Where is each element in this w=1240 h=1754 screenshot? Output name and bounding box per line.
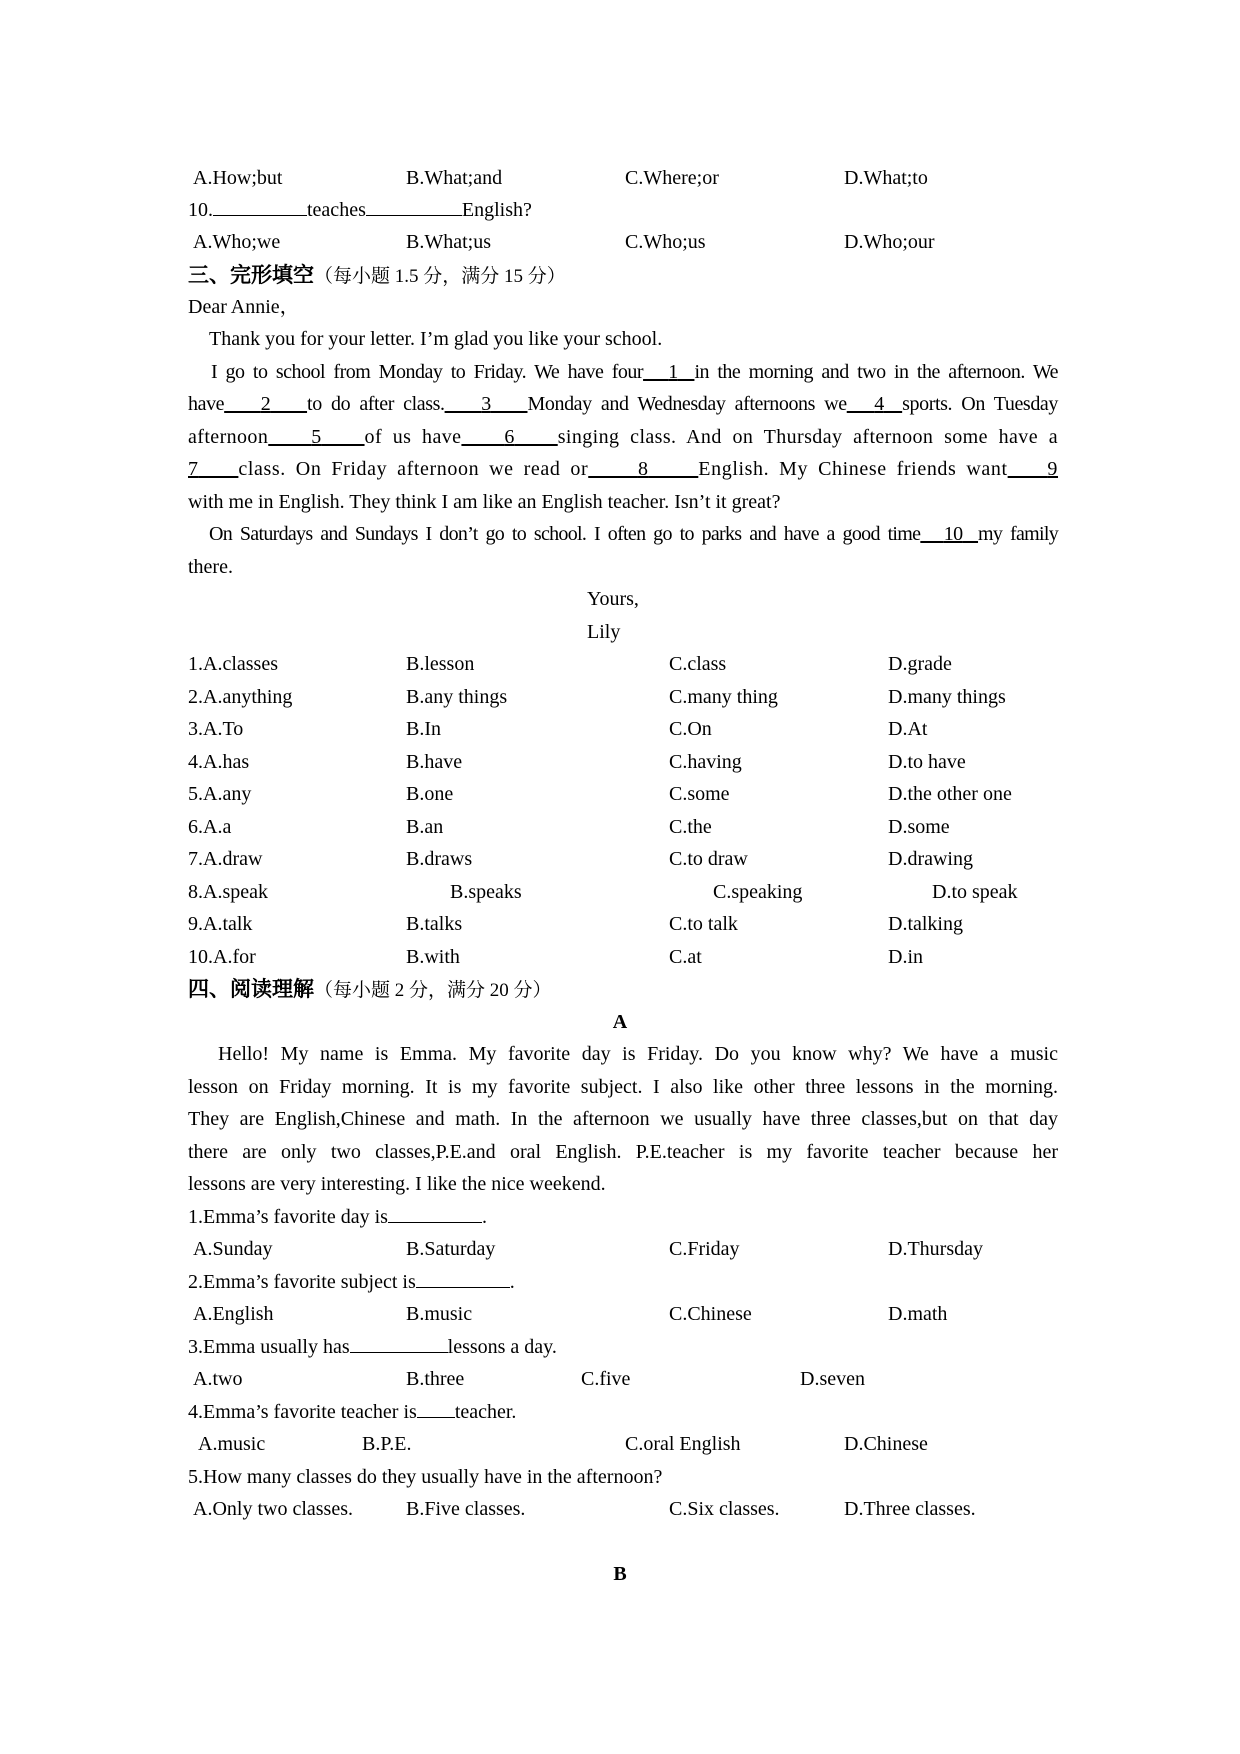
cloze-option-row — [188, 778, 1058, 810]
option: B.an — [406, 816, 444, 838]
reading-question-options — [188, 1493, 1058, 1525]
cloze-option-row — [188, 941, 1058, 973]
reading-question-stem — [188, 1396, 1058, 1428]
option: B.draws — [406, 848, 473, 870]
letter-line: there. — [188, 556, 233, 578]
option: C.speaking — [713, 881, 803, 903]
option: 5.A.any — [188, 783, 252, 805]
blank-number: 1 — [668, 361, 678, 383]
answer-blank — [350, 1332, 448, 1353]
section4-heading — [188, 973, 1058, 1005]
text: English. My Chinese friends want — [698, 458, 1008, 480]
letter-line — [188, 421, 1058, 453]
stem-text: . — [481, 1206, 487, 1228]
section3-heading — [188, 259, 1058, 291]
reading-question-stem — [188, 1461, 1058, 1493]
cloze-option-row — [188, 648, 1058, 680]
reading-question-options — [188, 1428, 1058, 1460]
section-title: 四、阅读理解 — [188, 977, 314, 1001]
option: D.What;to — [844, 167, 928, 189]
option: C.On — [669, 718, 712, 740]
option: D.to speak — [932, 881, 1018, 903]
blank-6 — [461, 426, 557, 448]
stem-text: 1.Emma’s favorite day is — [188, 1206, 388, 1228]
text: I go to school from Monday to Friday. We have four — [211, 361, 644, 383]
blank-5 — [268, 426, 364, 448]
option: D.grade — [888, 653, 952, 675]
option: D.At — [888, 718, 928, 740]
option: C.oral English — [625, 1433, 741, 1455]
blank-1 — [643, 361, 694, 383]
cloze-option-row — [188, 681, 1058, 713]
letter-line — [211, 356, 1058, 388]
option: A.English — [193, 1303, 274, 1325]
stem-text: . — [509, 1271, 515, 1293]
blank-10 — [920, 523, 978, 545]
q10-stem — [188, 194, 1058, 226]
text: On Saturdays and Sundays I don’t go to school. I often go to parks and have a good time — [209, 523, 921, 545]
option: B.music — [406, 1303, 473, 1325]
option: A.How;but — [193, 167, 283, 189]
option: C.Where;or — [625, 167, 719, 189]
option: D.Three classes. — [844, 1498, 976, 1520]
letter-greeting: Dear Annie， — [188, 296, 300, 318]
option: B.In — [406, 718, 441, 740]
answer-blank — [388, 1202, 482, 1223]
section-note: （每小题 1.5 分，满分 15 分） — [314, 266, 566, 287]
q9-options — [188, 162, 1058, 194]
letter-signature: Lily — [587, 621, 621, 643]
blank-number: 9 — [1047, 458, 1059, 480]
answer-blank — [366, 195, 462, 216]
option: 2.A.anything — [188, 686, 293, 708]
option: D.to have — [888, 751, 966, 773]
option: C.the — [669, 816, 712, 838]
blank-number: 5 — [311, 426, 322, 448]
option: 6.A.a — [188, 816, 232, 838]
section-title: 三、完形填空 — [188, 263, 314, 287]
stem-text: 2.Emma’s favorite subject is — [188, 1271, 416, 1293]
blank-number: 10 — [943, 523, 963, 545]
option: C.some — [669, 783, 730, 805]
letter-paragraph-1: Thank you for your letter. I’m glad you like your school. — [209, 328, 663, 350]
answer-blank — [213, 195, 307, 216]
option: C.at — [669, 946, 702, 968]
option: D.talking — [888, 913, 963, 935]
option: B.P.E. — [362, 1433, 412, 1455]
passage-line: there are only two classes,P.E.and oral English. P.E.teacher is my favorite teacher because her — [188, 1141, 1058, 1163]
option: 1.A.classes — [188, 653, 278, 675]
text: my family — [978, 523, 1059, 545]
blank-number: 8 — [637, 458, 649, 480]
passage-a-label: A — [612, 1011, 628, 1033]
option: C.many thing — [669, 686, 778, 708]
answer-blank — [416, 1267, 510, 1288]
blank-number: 2 — [260, 393, 271, 415]
passage-line: lesson on Friday morning. It is my favorite subject. I also like other three lessons in the morning. — [188, 1076, 1058, 1098]
reading-question-stem — [188, 1201, 1058, 1233]
option: D.drawing — [888, 848, 973, 870]
reading-question-stem — [188, 1331, 1058, 1363]
option: A.Only two classes. — [193, 1498, 353, 1520]
option: A.music — [198, 1433, 266, 1455]
option: 7.A.draw — [188, 848, 263, 870]
option: D.some — [888, 816, 950, 838]
stem-text: 3.Emma usually has — [188, 1336, 350, 1358]
section-note: （每小题 2 分，满分 20 分） — [314, 980, 552, 1001]
option: 9.A.talk — [188, 913, 253, 935]
option: A.two — [193, 1368, 243, 1390]
reading-question-stem — [188, 1266, 1058, 1298]
blank-4 — [847, 393, 902, 415]
blank-number: 7 — [188, 458, 199, 480]
blank-8 — [588, 458, 698, 480]
option: B.speaks — [450, 881, 522, 903]
blank-number: 3 — [481, 393, 491, 415]
option: C.Chinese — [669, 1303, 752, 1325]
option: B.three — [406, 1368, 465, 1390]
reading-question-options — [188, 1298, 1058, 1330]
option: B.one — [406, 783, 454, 805]
reading-question-options — [188, 1233, 1058, 1265]
stem-text: lessons a day. — [447, 1336, 557, 1358]
letter-line — [188, 388, 1058, 420]
blank-7 — [188, 458, 238, 480]
passage-b-label: B — [613, 1563, 627, 1585]
blank-number: 6 — [504, 426, 515, 448]
stem-text: teacher. — [454, 1401, 517, 1423]
question-number: 10. — [188, 199, 213, 221]
option: C.having — [669, 751, 742, 773]
option: D.the other one — [888, 783, 1012, 805]
stem-text: English? — [461, 199, 532, 221]
passage-line: They are English,Chinese and math. In the afternoon we usually have three classes,but on that day — [188, 1108, 1058, 1130]
blank-9 — [1008, 458, 1058, 480]
option: C.Six classes. — [669, 1498, 780, 1520]
option: 3.A.To — [188, 718, 244, 740]
stem-text: 4.Emma’s favorite teacher is — [188, 1401, 417, 1423]
passage-line: Hello! My name is Emma. My favorite day is Friday. Do you know why? We have a music — [218, 1043, 1058, 1065]
option: 10.A.for — [188, 946, 256, 968]
option: C.to talk — [669, 913, 738, 935]
option: B.with — [406, 946, 460, 968]
option: D.Who;our — [844, 231, 935, 253]
option: C.Who;us — [625, 231, 706, 253]
letter-closing: Yours, — [587, 588, 639, 610]
option: B.Five classes. — [406, 1498, 526, 1520]
cloze-option-row — [188, 811, 1058, 843]
option: A.Sunday — [193, 1238, 273, 1260]
stem-text: 5.How many classes do they usually have in the afternoon? — [188, 1466, 663, 1488]
cloze-option-row — [188, 843, 1058, 875]
letter-line — [188, 453, 1058, 485]
answer-blank — [417, 1397, 455, 1418]
text: afternoon — [188, 426, 269, 448]
cloze-option-row — [188, 746, 1058, 778]
option: B.What;and — [406, 167, 503, 189]
option: B.Saturday — [406, 1238, 496, 1260]
text: of us have — [364, 426, 462, 448]
option: B.lesson — [406, 653, 475, 675]
text: have — [188, 393, 225, 415]
blank-number: 4 — [874, 393, 884, 415]
text: class. On Friday afternoon we read or — [238, 458, 589, 480]
option: B.any things — [406, 686, 508, 708]
text: singing class. And on Thursday afternoon some have a — [557, 426, 1058, 448]
option: D.in — [888, 946, 923, 968]
option: C.to draw — [669, 848, 748, 870]
reading-question-options — [188, 1363, 1058, 1395]
letter-line: with me in English. They think I am like an English teacher. Isn’t it great? — [188, 491, 781, 513]
option: D.many things — [888, 686, 1006, 708]
option: 4.A.has — [188, 751, 250, 773]
option: B.have — [406, 751, 463, 773]
text: to do after class. — [307, 393, 445, 415]
cloze-option-row — [188, 713, 1058, 745]
stem-text: teaches — [307, 199, 366, 221]
blank-3 — [445, 393, 528, 415]
blank-2 — [224, 393, 307, 415]
option: B.talks — [406, 913, 463, 935]
option: B.What;us — [406, 231, 491, 253]
letter-line — [209, 518, 1058, 550]
text: sports. On Tuesday — [902, 393, 1058, 415]
cloze-option-row — [188, 908, 1058, 940]
text: Monday and Wednesday afternoons we — [527, 393, 847, 415]
text: in the morning and two in the afternoon. We — [694, 361, 1058, 383]
option: 8.A.speak — [188, 881, 268, 903]
passage-line: lessons are very interesting. I like the nice weekend. — [188, 1173, 606, 1195]
q10-options — [188, 226, 1058, 258]
option: D.Thursday — [888, 1238, 983, 1260]
option: D.seven — [800, 1368, 865, 1390]
option: C.five — [581, 1368, 631, 1390]
option: C.Friday — [669, 1238, 740, 1260]
option: C.class — [669, 653, 727, 675]
option: D.Chinese — [844, 1433, 928, 1455]
option: D.math — [888, 1303, 948, 1325]
cloze-option-row — [188, 876, 1058, 908]
option: A.Who;we — [193, 231, 281, 253]
